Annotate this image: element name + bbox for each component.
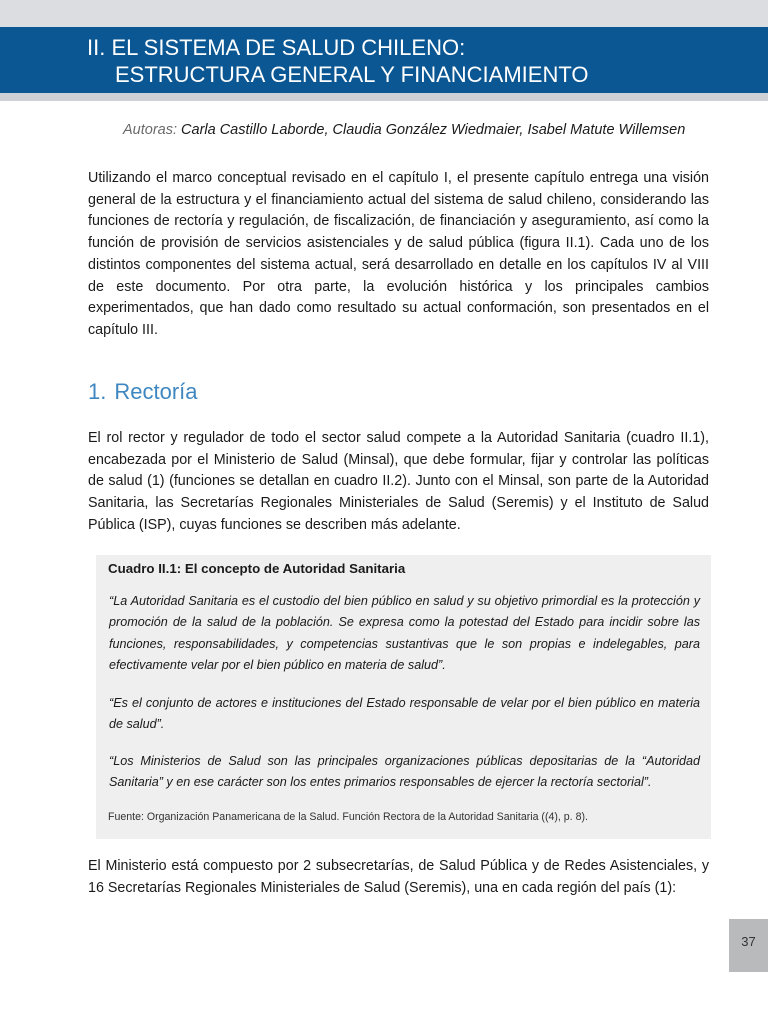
cuadro-quote: “Es el conjunto de actores e instituciones del Estado responsable de velar por el bien público en materia de salud”. [109, 696, 700, 732]
intro-paragraph: Utilizando el marco conceptual revisado en el capítulo I, el presente capítulo entrega una visión general de la estructura y el financiamiento actual del sistema de salud chileno, considerando las funciones de rectoría y regulación, de fiscalización, de financiación y aseguramiento, así como la función de provisión de servicios asistenciales y de salud pública (figura II.1). Cada uno de los distintos componentes del sistema actual, será desarrollado en detalle en los capítulos IV al VIII de este documento. Por otra parte, la evolución histórica y los principales cambios experimentados, que han dado como resultado su actual conformación, son presentados en el capítulo III. [88, 170, 709, 338]
cuadro-title: Cuadro II.1: El concepto de Autoridad Sanitaria [108, 561, 406, 576]
authors-line [123, 122, 685, 138]
cuadro-box [96, 555, 711, 839]
authors-names: Carla Castillo Laborde, Claudia González Wiedmaier, Isabel Matute Willemsen [181, 122, 686, 138]
section-heading-rectoria [88, 379, 198, 405]
cuadro-quote: “La Autoridad Sanitaria es el custodio del bien público en salud y su objetivo primordial es la protección y promoción de la salud de la población. Se expresa como la potestad del Estado para incidir sobre las funciones, responsabilidades, y competencias sustantivas que le son propias e indelegables, para efectivamente velar por el bien público en materia de salud”. [109, 594, 700, 673]
cuadro-source: Fuente: Organización Panamericana de la Salud. Función Rectora de la Autoridad Sanitaria ((4), p. 8). [108, 811, 588, 823]
top-strip [0, 0, 768, 27]
chapter-title-line2: ESTRUCTURA GENERAL Y FINANCIAMIENTO [115, 62, 589, 87]
authors-label: Autoras: [123, 122, 177, 138]
section-number: 1. [88, 379, 107, 404]
chapter-title [87, 34, 589, 88]
header-divider [0, 93, 768, 101]
ministerio-paragraph: El Ministerio está compuesto por 2 subsecretarías, de Salud Pública y de Redes Asistenciales, y 16 Secretarías Regionales Ministeriales de Salud (Seremis), una en cada región del país (1): [88, 858, 709, 896]
cuadro-quote: “Los Ministerios de Salud son las principales organizaciones públicas depositarias de la “Autoridad Sanitaria” y en ese carácter son los entes primarios responsables de ejercer la rectoría sectorial”. [109, 754, 700, 790]
rectoria-paragraph: El rol rector y regulador de todo el sector salud compete a la Autoridad Sanitaria (cuadro II.1), encabezada por el Ministerio de Salud (Minsal), que debe formular, fijar y controlar las políticas de salud (1) (funciones se detallan en cuadro II.2). Junto con el Minsal, son parte de la Autoridad Sanitaria, las Secretarías Regionales Ministeriales de Salud (Seremis) y el Instituto de Salud Pública (ISP), cuyas funciones se describen más adelante. [88, 430, 709, 533]
chapter-title-line1: II. EL SISTEMA DE SALUD CHILENO: [87, 35, 466, 60]
page-number: 37 [729, 919, 768, 972]
section-title: Rectoría [114, 379, 198, 404]
